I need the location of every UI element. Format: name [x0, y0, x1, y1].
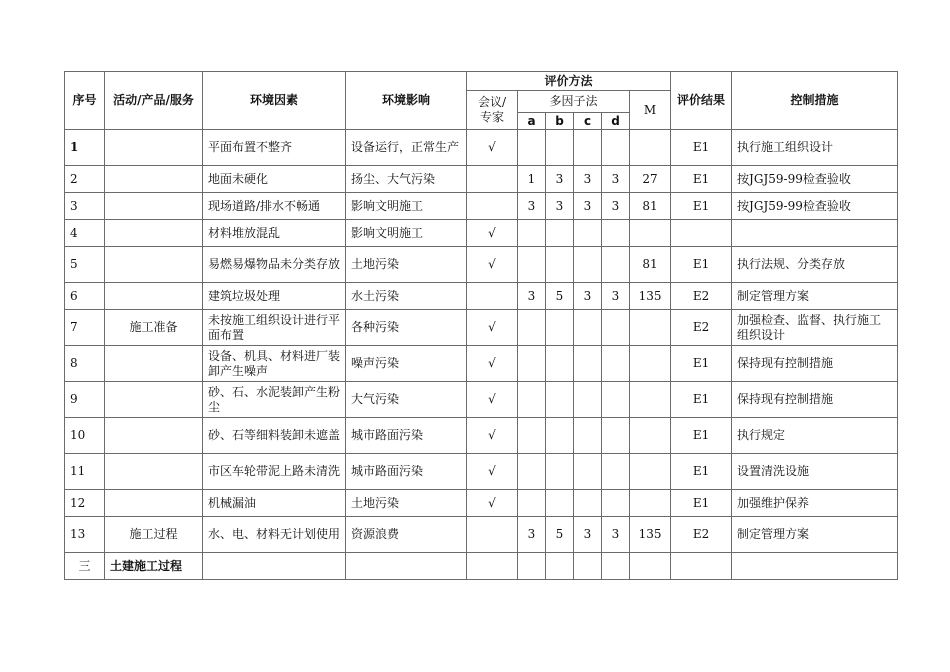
- cell-control: 制定管理方案: [732, 283, 898, 310]
- cell-factor: 市区车轮带泥上路未清洗: [203, 454, 346, 490]
- cell-a: 3: [518, 193, 546, 220]
- cell-d: 3: [602, 166, 630, 193]
- table-row: [65, 283, 898, 310]
- header-control: 控制措施: [732, 72, 898, 130]
- cell-control: [732, 220, 898, 247]
- cell-control: 执行法规、分类存放: [732, 247, 898, 283]
- cell-result: E2: [671, 517, 732, 553]
- cell-meeting: √: [467, 220, 518, 247]
- cell-activity: [105, 454, 203, 490]
- cell-result: E1: [671, 382, 732, 418]
- cell-b: [546, 382, 574, 418]
- cell-activity: [105, 283, 203, 310]
- empty-cell: [203, 553, 346, 580]
- cell-activity: [105, 130, 203, 166]
- table-row: [65, 193, 898, 220]
- cell-factor: 建筑垃圾处理: [203, 283, 346, 310]
- cell-b: [546, 310, 574, 346]
- cell-a: 1: [518, 166, 546, 193]
- cell-impact: 各种污染: [346, 310, 467, 346]
- header-multi: 多因子法: [518, 91, 630, 113]
- cell-m: [630, 130, 671, 166]
- cell-seq: 13: [65, 517, 105, 553]
- cell-seq: 12: [65, 490, 105, 517]
- cell-control: 设置清洗设施: [732, 454, 898, 490]
- cell-seq: 6: [65, 283, 105, 310]
- cell-d: [602, 490, 630, 517]
- cell-a: [518, 130, 546, 166]
- cell-b: [546, 418, 574, 454]
- cell-result: E1: [671, 166, 732, 193]
- cell-m: [630, 382, 671, 418]
- cell-m: 135: [630, 517, 671, 553]
- cell-c: [574, 346, 602, 382]
- cell-b: [546, 220, 574, 247]
- cell-m: [630, 310, 671, 346]
- cell-c: 3: [574, 283, 602, 310]
- cell-seq: 4: [65, 220, 105, 247]
- cell-a: [518, 310, 546, 346]
- cell-impact: 设备运行，正常生产: [346, 130, 467, 166]
- cell-control: 按JGJ59-99检查验收: [732, 166, 898, 193]
- cell-control: 执行施工组织设计: [732, 130, 898, 166]
- cell-b: [546, 130, 574, 166]
- header-result: 评价结果: [671, 72, 732, 130]
- cell-factor: 未按施工组织设计进行平面布置: [203, 310, 346, 346]
- cell-control: 加强维护保养: [732, 490, 898, 517]
- cell-d: 3: [602, 283, 630, 310]
- cell-factor: 设备、机具、材料进厂装卸产生噪声: [203, 346, 346, 382]
- cell-factor: 平面布置不整齐: [203, 130, 346, 166]
- empty-cell: [346, 553, 467, 580]
- cell-control: 保持现有控制措施: [732, 346, 898, 382]
- cell-seq: 10: [65, 418, 105, 454]
- cell-meeting: √: [467, 382, 518, 418]
- cell-seq: 11: [65, 454, 105, 490]
- header-meeting: 会议/专家: [467, 91, 518, 130]
- empty-cell: [518, 553, 546, 580]
- cell-activity: [105, 247, 203, 283]
- cell-c: [574, 130, 602, 166]
- table-row: [65, 220, 898, 247]
- cell-result: E1: [671, 193, 732, 220]
- cell-meeting: √: [467, 130, 518, 166]
- cell-control: 加强检查、监督、执行施工组织设计: [732, 310, 898, 346]
- cell-seq: 7: [65, 310, 105, 346]
- table-row: [65, 166, 898, 193]
- cell-b: [546, 346, 574, 382]
- header-factor: 环境因素: [203, 72, 346, 130]
- header-a: a: [518, 113, 546, 130]
- cell-meeting: √: [467, 418, 518, 454]
- cell-result: [671, 220, 732, 247]
- cell-meeting: √: [467, 310, 518, 346]
- cell-impact: 大气污染: [346, 382, 467, 418]
- cell-meeting: [467, 193, 518, 220]
- cell-seq: 5: [65, 247, 105, 283]
- cell-meeting: √: [467, 247, 518, 283]
- empty-cell: [574, 553, 602, 580]
- cell-b: 5: [546, 517, 574, 553]
- cell-a: [518, 220, 546, 247]
- cell-activity: [105, 490, 203, 517]
- header-b: b: [546, 113, 574, 130]
- cell-m: 81: [630, 247, 671, 283]
- cell-meeting: √: [467, 490, 518, 517]
- header-row-1: [65, 72, 898, 91]
- cell-b: 5: [546, 283, 574, 310]
- cell-impact: 扬尘、大气污染: [346, 166, 467, 193]
- cell-b: [546, 247, 574, 283]
- cell-m: 135: [630, 283, 671, 310]
- cell-seq: 1: [65, 130, 105, 166]
- cell-b: 3: [546, 193, 574, 220]
- empty-cell: [546, 553, 574, 580]
- cell-factor: 机械漏油: [203, 490, 346, 517]
- cell-d: [602, 454, 630, 490]
- table-row: [65, 490, 898, 517]
- table-row: [65, 310, 898, 346]
- empty-cell: [602, 553, 630, 580]
- cell-seq: 3: [65, 193, 105, 220]
- cell-a: [518, 454, 546, 490]
- cell-activity: [105, 193, 203, 220]
- cell-factor: 材料堆放混乱: [203, 220, 346, 247]
- cell-impact: 资源浪费: [346, 517, 467, 553]
- cell-impact: 城市路面污染: [346, 454, 467, 490]
- table-row: [65, 130, 898, 166]
- cell-factor: 砂、石、水泥装卸产生粉尘: [203, 382, 346, 418]
- cell-c: [574, 220, 602, 247]
- cell-impact: 水土污染: [346, 283, 467, 310]
- cell-b: 3: [546, 166, 574, 193]
- cell-d: [602, 130, 630, 166]
- cell-factor: 地面未硬化: [203, 166, 346, 193]
- table-row: [65, 346, 898, 382]
- cell-seq: 2: [65, 166, 105, 193]
- header-m: M: [630, 91, 671, 130]
- cell-m: [630, 454, 671, 490]
- section-number: 三: [65, 553, 105, 580]
- cell-c: [574, 454, 602, 490]
- cell-m: [630, 346, 671, 382]
- cell-d: [602, 220, 630, 247]
- table-row: [65, 517, 898, 553]
- cell-control: 执行规定: [732, 418, 898, 454]
- cell-m: 27: [630, 166, 671, 193]
- cell-d: [602, 418, 630, 454]
- cell-m: 81: [630, 193, 671, 220]
- cell-activity: 施工准备: [105, 310, 203, 346]
- cell-seq: 8: [65, 346, 105, 382]
- header-method: 评价方法: [467, 72, 671, 91]
- cell-activity: [105, 418, 203, 454]
- empty-cell: [732, 553, 898, 580]
- cell-meeting: √: [467, 346, 518, 382]
- header-c: c: [574, 113, 602, 130]
- cell-d: [602, 346, 630, 382]
- cell-c: [574, 490, 602, 517]
- cell-impact: 影响文明施工: [346, 193, 467, 220]
- cell-impact: 城市路面污染: [346, 418, 467, 454]
- cell-factor: 砂、石等细料装卸未遮盖: [203, 418, 346, 454]
- cell-b: [546, 490, 574, 517]
- cell-a: [518, 382, 546, 418]
- cell-control: 按JGJ59-99检查验收: [732, 193, 898, 220]
- header-activity: 活动/产品/服务: [105, 72, 203, 130]
- cell-factor: 易燃易爆物品未分类存放: [203, 247, 346, 283]
- cell-factor: 现场道路/排水不畅通: [203, 193, 346, 220]
- table-row: [65, 247, 898, 283]
- cell-d: [602, 382, 630, 418]
- cell-meeting: [467, 283, 518, 310]
- cell-meeting: [467, 166, 518, 193]
- environmental-factor-table: [64, 71, 898, 580]
- cell-activity: [105, 382, 203, 418]
- cell-c: [574, 247, 602, 283]
- cell-activity: [105, 166, 203, 193]
- cell-m: [630, 220, 671, 247]
- cell-c: 3: [574, 166, 602, 193]
- header-d: d: [602, 113, 630, 130]
- cell-result: E1: [671, 454, 732, 490]
- cell-activity: [105, 220, 203, 247]
- cell-impact: 影响文明施工: [346, 220, 467, 247]
- cell-a: 3: [518, 517, 546, 553]
- cell-impact: 噪声污染: [346, 346, 467, 382]
- table-row: [65, 418, 898, 454]
- cell-control: 保持现有控制措施: [732, 382, 898, 418]
- cell-result: E1: [671, 247, 732, 283]
- cell-a: [518, 418, 546, 454]
- cell-activity: 施工过程: [105, 517, 203, 553]
- cell-meeting: √: [467, 454, 518, 490]
- cell-m: [630, 418, 671, 454]
- cell-c: 3: [574, 517, 602, 553]
- cell-result: E1: [671, 346, 732, 382]
- cell-a: 3: [518, 283, 546, 310]
- cell-control: 制定管理方案: [732, 517, 898, 553]
- cell-activity: [105, 346, 203, 382]
- empty-cell: [630, 553, 671, 580]
- empty-cell: [671, 553, 732, 580]
- cell-a: [518, 490, 546, 517]
- cell-meeting: [467, 517, 518, 553]
- cell-d: 3: [602, 517, 630, 553]
- cell-c: [574, 310, 602, 346]
- cell-d: [602, 310, 630, 346]
- cell-impact: 土地污染: [346, 247, 467, 283]
- cell-b: [546, 454, 574, 490]
- section-row: [65, 553, 898, 580]
- cell-c: 3: [574, 193, 602, 220]
- header-impact: 环境影响: [346, 72, 467, 130]
- table-row: [65, 454, 898, 490]
- cell-result: E1: [671, 490, 732, 517]
- cell-result: E2: [671, 310, 732, 346]
- cell-result: E1: [671, 130, 732, 166]
- cell-a: [518, 346, 546, 382]
- cell-c: [574, 382, 602, 418]
- table-row: [65, 382, 898, 418]
- cell-c: [574, 418, 602, 454]
- cell-a: [518, 247, 546, 283]
- cell-m: [630, 490, 671, 517]
- cell-result: E1: [671, 418, 732, 454]
- section-title: 土建施工过程: [105, 553, 203, 580]
- cell-d: 3: [602, 193, 630, 220]
- cell-d: [602, 247, 630, 283]
- cell-impact: 土地污染: [346, 490, 467, 517]
- cell-seq: 9: [65, 382, 105, 418]
- cell-result: E2: [671, 283, 732, 310]
- header-seq: 序号: [65, 72, 105, 130]
- empty-cell: [467, 553, 518, 580]
- cell-factor: 水、电、材料无计划使用: [203, 517, 346, 553]
